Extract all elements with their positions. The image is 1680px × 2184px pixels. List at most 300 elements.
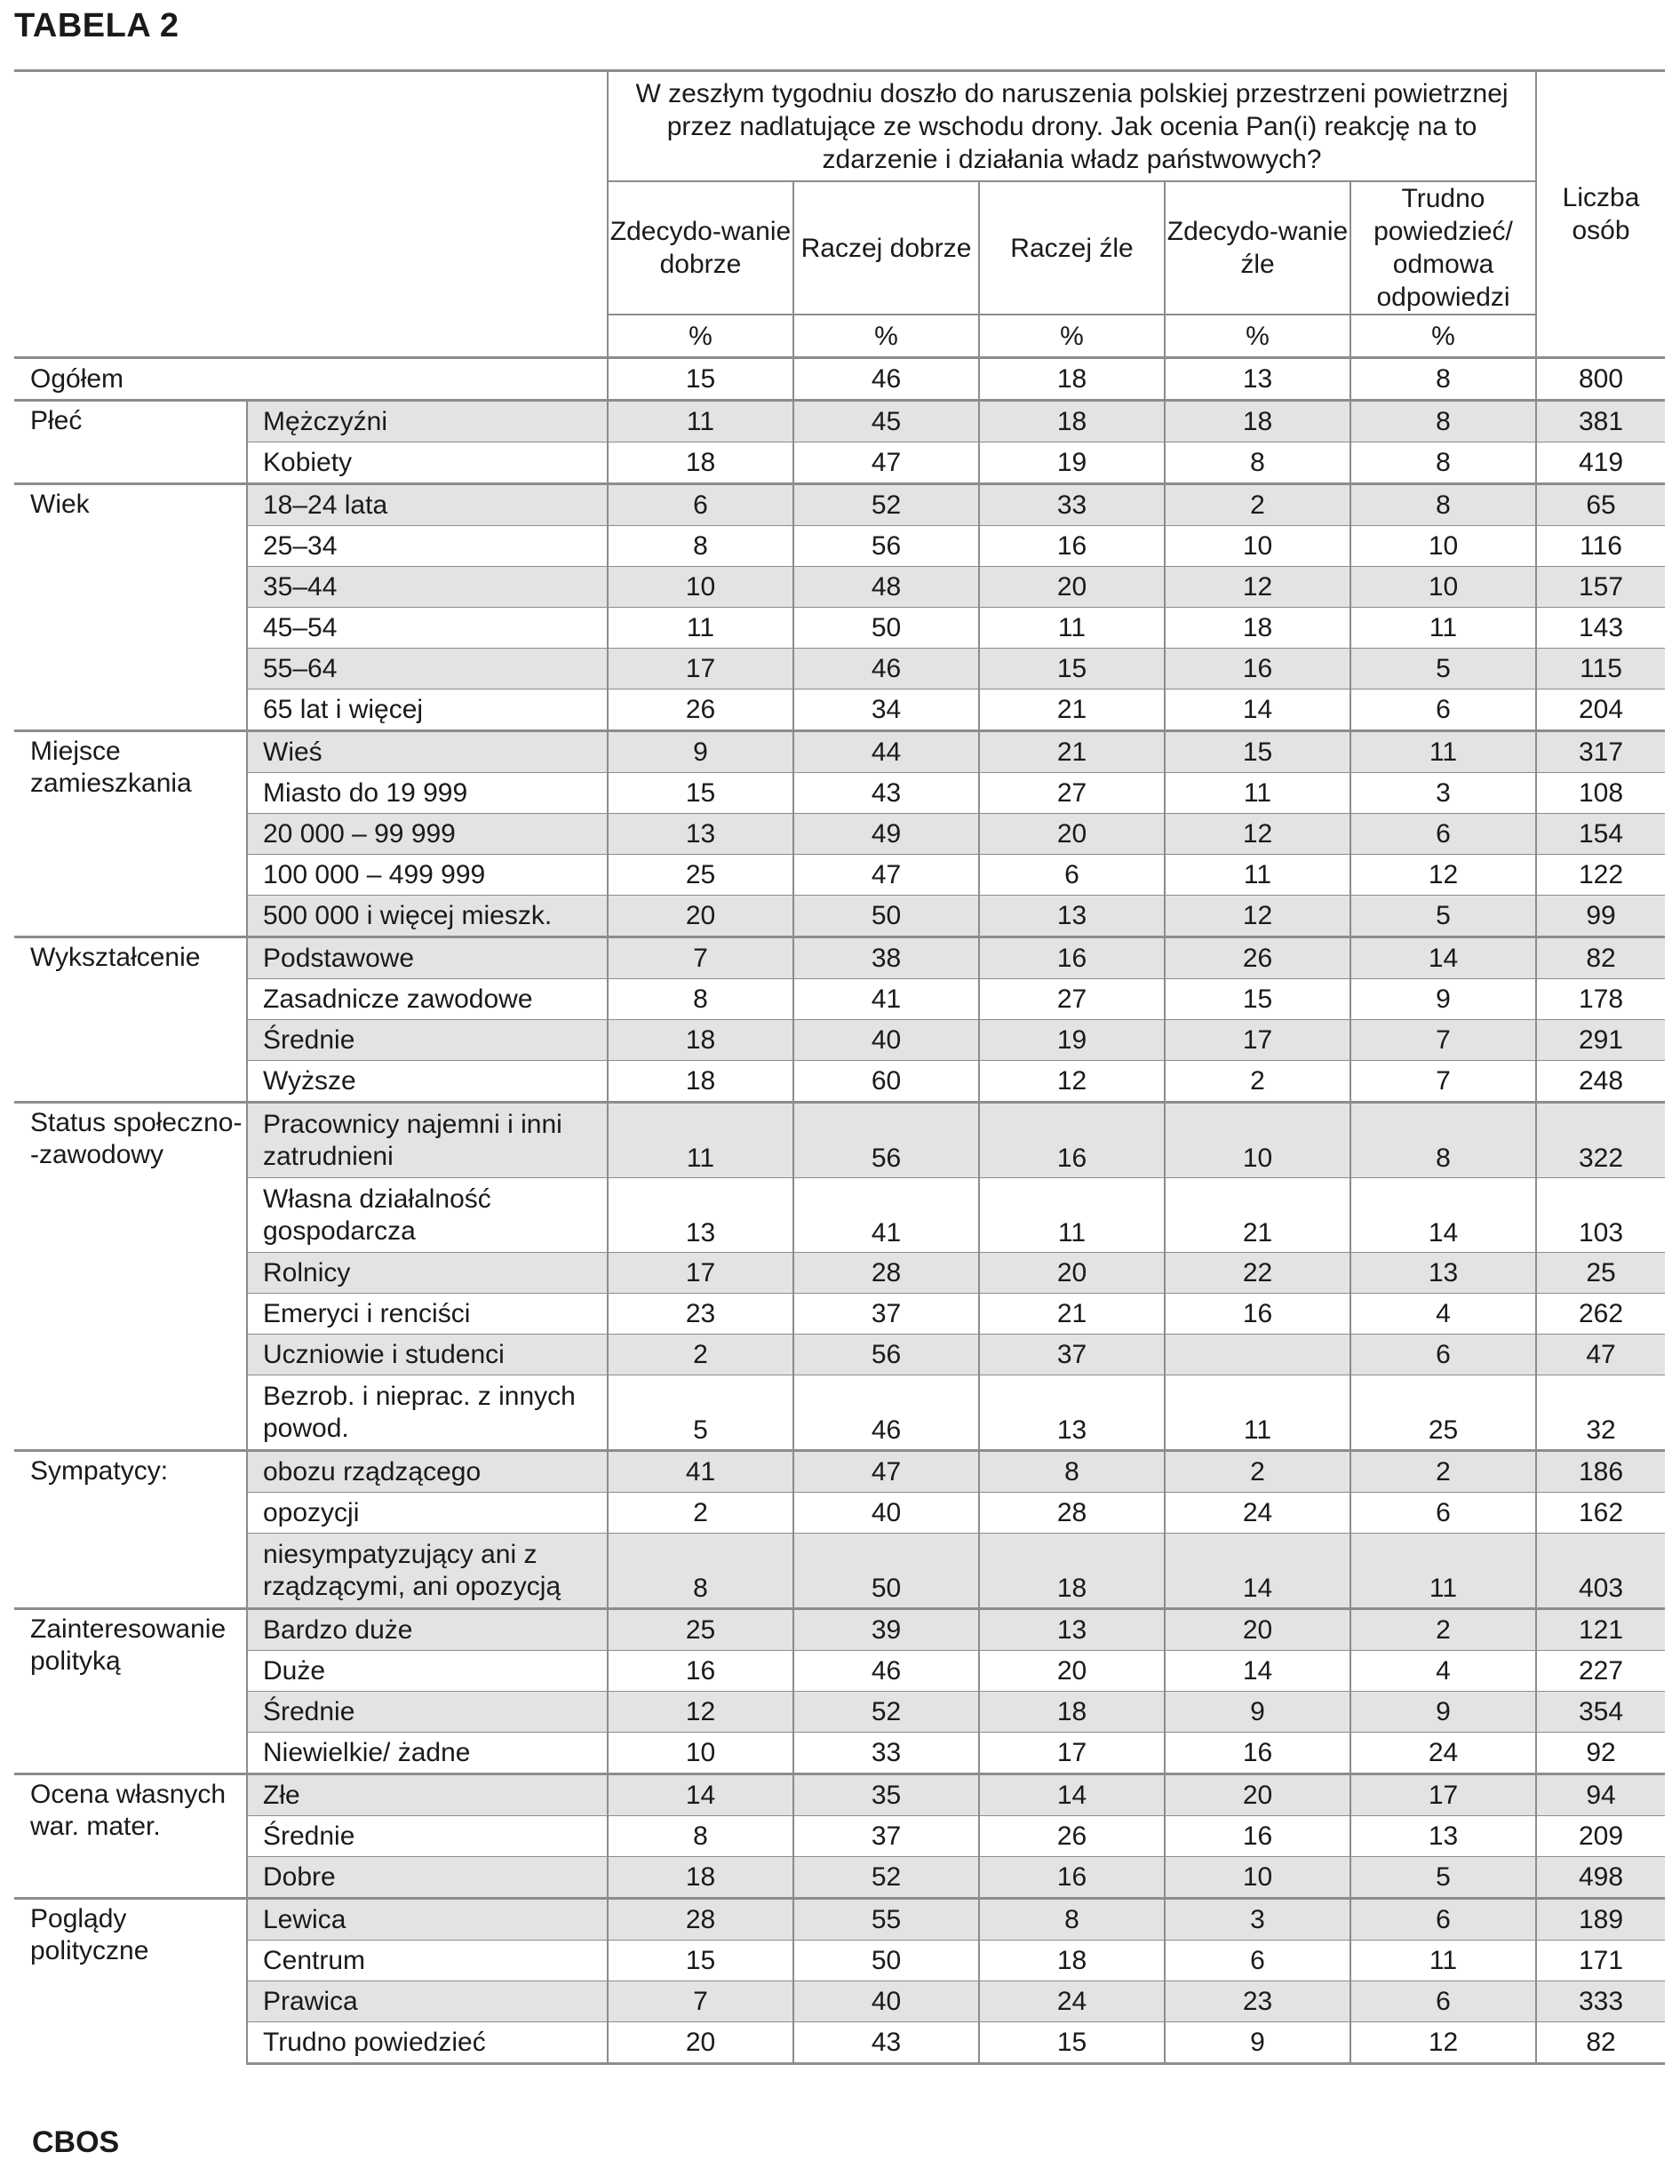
value-cell: 8: [1350, 1103, 1536, 1178]
value-cell: 11: [1350, 608, 1536, 649]
value-cell: 13: [1165, 358, 1350, 401]
value-cell: 21: [979, 731, 1165, 773]
value-cell: 11: [1350, 1941, 1536, 1981]
row-label: Mężczyźni: [247, 401, 608, 442]
count-cell: 209: [1536, 1816, 1665, 1857]
value-cell: 15: [979, 649, 1165, 689]
value-cell: 56: [793, 1335, 979, 1375]
value-cell: 17: [608, 1253, 793, 1294]
value-cell: 13: [1350, 1816, 1536, 1857]
table-row: [14, 855, 1665, 896]
group-label: Płeć: [14, 401, 247, 484]
count-cell: 204: [1536, 689, 1665, 731]
value-cell: 13: [608, 1178, 793, 1253]
value-cell: 25: [608, 855, 793, 896]
value-cell: 11: [1165, 855, 1350, 896]
value-cell: 28: [608, 1899, 793, 1941]
row-label: Własna działalność gospodarcza: [247, 1178, 608, 1253]
table-body: [14, 358, 1665, 2064]
value-cell: 10: [1165, 526, 1350, 567]
value-cell: 7: [608, 1981, 793, 2022]
value-cell: 11: [608, 401, 793, 442]
value-cell: 20: [608, 2022, 793, 2064]
value-cell: 18: [979, 1534, 1165, 1609]
value-cell: 17: [608, 649, 793, 689]
count-cell: 248: [1536, 1061, 1665, 1103]
value-cell: 41: [608, 1451, 793, 1493]
table-row: [14, 1061, 1665, 1103]
row-label: 18–24 lata: [247, 484, 608, 526]
count-cell: 115: [1536, 649, 1665, 689]
value-cell: 6: [1350, 689, 1536, 731]
value-cell: 40: [793, 1981, 979, 2022]
value-cell: 11: [1165, 1375, 1350, 1451]
value-cell: 14: [1165, 689, 1350, 731]
value-cell: 44: [793, 731, 979, 773]
count-cell: 171: [1536, 1941, 1665, 1981]
value-cell: 39: [793, 1609, 979, 1651]
value-cell: 50: [793, 1534, 979, 1609]
row-label: Wyższe: [247, 1061, 608, 1103]
value-cell: 40: [793, 1020, 979, 1061]
table-row: [14, 1375, 1665, 1451]
table-row: [14, 689, 1665, 731]
value-cell: 27: [979, 979, 1165, 1020]
count-cell: 25: [1536, 1253, 1665, 1294]
value-cell: 23: [608, 1294, 793, 1335]
table-row: [14, 731, 1665, 773]
table-row: [14, 896, 1665, 937]
row-label: Emeryci i renciści: [247, 1294, 608, 1335]
count-cell: 116: [1536, 526, 1665, 567]
value-cell: 13: [979, 1609, 1165, 1651]
value-cell: 18: [979, 401, 1165, 442]
value-cell: 10: [1350, 526, 1536, 567]
group-label: Ocena własnych war. mater.: [14, 1774, 247, 1899]
value-cell: 46: [793, 1375, 979, 1451]
value-cell: 41: [793, 979, 979, 1020]
value-cell: 10: [608, 1733, 793, 1774]
row-label: obozu rządzącego: [247, 1451, 608, 1493]
row-label: Bezrob. i nieprac. z innych powod.: [247, 1375, 608, 1451]
value-cell: 16: [1165, 1733, 1350, 1774]
value-cell: 14: [1350, 1178, 1536, 1253]
value-cell: 16: [979, 1857, 1165, 1899]
row-label: Rolnicy: [247, 1253, 608, 1294]
table-row: [14, 1733, 1665, 1774]
value-cell: 11: [1350, 1534, 1536, 1609]
value-cell: 35: [793, 1774, 979, 1816]
value-cell: 2: [1350, 1609, 1536, 1651]
value-cell: 18: [608, 1020, 793, 1061]
col-header: Zdecydo-wanie źle: [1165, 181, 1350, 315]
value-cell: 13: [608, 814, 793, 855]
value-cell: 16: [608, 1651, 793, 1692]
value-cell: 9: [1165, 1692, 1350, 1733]
value-cell: 2: [1350, 1451, 1536, 1493]
value-cell: 15: [1165, 731, 1350, 773]
value-cell: 46: [793, 358, 979, 401]
value-cell: 9: [1350, 979, 1536, 1020]
value-cell: 7: [608, 937, 793, 979]
unit-label: %: [979, 315, 1165, 358]
value-cell: 6: [1350, 1335, 1536, 1375]
value-cell: 50: [793, 1941, 979, 1981]
total-row: [14, 358, 1665, 401]
unit-label: %: [1350, 315, 1536, 358]
value-cell: 11: [979, 608, 1165, 649]
value-cell: 41: [793, 1178, 979, 1253]
value-cell: 11: [608, 608, 793, 649]
table-row: [14, 1534, 1665, 1609]
group-label: Zainteresowanie polityką: [14, 1609, 247, 1774]
value-cell: 4: [1350, 1651, 1536, 1692]
value-cell: 9: [1165, 2022, 1350, 2064]
table-row: [14, 1493, 1665, 1534]
total-label: Ogółem: [14, 358, 608, 401]
unit-label: %: [793, 315, 979, 358]
row-label: 500 000 i więcej mieszk.: [247, 896, 608, 937]
count-header: Liczba osób: [1536, 71, 1665, 358]
count-cell: 162: [1536, 1493, 1665, 1534]
count-cell: 94: [1536, 1774, 1665, 1816]
value-cell: 2: [1165, 484, 1350, 526]
value-cell: 26: [1165, 937, 1350, 979]
value-cell: 15: [608, 358, 793, 401]
value-cell: 14: [979, 1774, 1165, 1816]
count-cell: 121: [1536, 1609, 1665, 1651]
value-cell: 6: [1165, 1941, 1350, 1981]
table-row: [14, 773, 1665, 814]
row-label: Duże: [247, 1651, 608, 1692]
value-cell: 13: [979, 896, 1165, 937]
value-cell: 48: [793, 567, 979, 608]
value-cell: 12: [1350, 855, 1536, 896]
value-cell: 12: [1165, 814, 1350, 855]
row-label: 35–44: [247, 567, 608, 608]
value-cell: 11: [979, 1178, 1165, 1253]
value-cell: 26: [608, 689, 793, 731]
value-cell: 15: [608, 1941, 793, 1981]
row-label: 65 lat i więcej: [247, 689, 608, 731]
value-cell: 37: [979, 1335, 1165, 1375]
value-cell: 8: [1350, 484, 1536, 526]
count-cell: 103: [1536, 1178, 1665, 1253]
count-cell: 333: [1536, 1981, 1665, 2022]
row-label: Średnie: [247, 1020, 608, 1061]
count-cell: 157: [1536, 567, 1665, 608]
value-cell: 12: [1165, 896, 1350, 937]
count-cell: 227: [1536, 1651, 1665, 1692]
value-cell: 14: [1165, 1534, 1350, 1609]
value-cell: 15: [1165, 979, 1350, 1020]
row-label: Zasadnicze zawodowe: [247, 979, 608, 1020]
value-cell: 8: [979, 1899, 1165, 1941]
value-cell: 6: [1350, 1493, 1536, 1534]
count-cell: 122: [1536, 855, 1665, 896]
value-cell: 21: [979, 1294, 1165, 1335]
value-cell: 12: [1350, 2022, 1536, 2064]
value-cell: 16: [1165, 1294, 1350, 1335]
value-cell: 18: [979, 1692, 1165, 1733]
value-cell: 20: [979, 814, 1165, 855]
count-cell: 403: [1536, 1534, 1665, 1609]
count-cell: 419: [1536, 442, 1665, 484]
row-label: niesympatyzujący ani z rządzącymi, ani opozycją: [247, 1534, 608, 1609]
value-cell: 15: [979, 2022, 1165, 2064]
value-cell: 52: [793, 484, 979, 526]
row-label: Trudno powiedzieć: [247, 2022, 608, 2064]
row-label: Centrum: [247, 1941, 608, 1981]
value-cell: 2: [1165, 1451, 1350, 1493]
value-cell: 12: [1165, 567, 1350, 608]
unit-label: %: [608, 315, 793, 358]
table-row: [14, 1774, 1665, 1816]
value-cell: 18: [979, 1941, 1165, 1981]
value-cell: 5: [608, 1375, 793, 1451]
table-row: [14, 1651, 1665, 1692]
count-cell: 262: [1536, 1294, 1665, 1335]
value-cell: 2: [1165, 1061, 1350, 1103]
value-cell: 19: [979, 1020, 1165, 1061]
count-cell: 82: [1536, 937, 1665, 979]
col-header: Raczej źle: [979, 181, 1165, 315]
value-cell: 6: [979, 855, 1165, 896]
value-cell: 50: [793, 608, 979, 649]
value-cell: 38: [793, 937, 979, 979]
value-cell: 25: [608, 1609, 793, 1651]
value-cell: 5: [1350, 649, 1536, 689]
table-row: [14, 1103, 1665, 1178]
col-header: Zdecydo-wanie dobrze: [608, 181, 793, 315]
count-cell: 92: [1536, 1733, 1665, 1774]
value-cell: 45: [793, 401, 979, 442]
count-cell: 99: [1536, 896, 1665, 937]
table-row: [14, 1451, 1665, 1493]
row-label: Średnie: [247, 1692, 608, 1733]
value-cell: 21: [979, 689, 1165, 731]
group-label: Wykształcenie: [14, 937, 247, 1103]
table-row: [14, 1857, 1665, 1899]
value-cell: [1165, 1335, 1350, 1375]
value-cell: 6: [1350, 814, 1536, 855]
value-cell: 6: [608, 484, 793, 526]
value-cell: 47: [793, 855, 979, 896]
table-row: [14, 1816, 1665, 1857]
value-cell: 5: [1350, 896, 1536, 937]
col-header: Trudno powiedzieć/ odmowa odpowiedzi: [1350, 181, 1536, 315]
value-cell: 3: [1165, 1899, 1350, 1941]
value-cell: 8: [1165, 442, 1350, 484]
table-row: [14, 608, 1665, 649]
count-cell: 354: [1536, 1692, 1665, 1733]
value-cell: 2: [608, 1335, 793, 1375]
value-cell: 17: [1165, 1020, 1350, 1061]
row-label: 55–64: [247, 649, 608, 689]
count-cell: 178: [1536, 979, 1665, 1020]
value-cell: 47: [793, 1451, 979, 1493]
value-cell: 56: [793, 1103, 979, 1178]
value-cell: 28: [793, 1253, 979, 1294]
count-cell: 143: [1536, 608, 1665, 649]
value-cell: 16: [979, 1103, 1165, 1178]
row-label: Wieś: [247, 731, 608, 773]
value-cell: 47: [793, 442, 979, 484]
value-cell: 52: [793, 1857, 979, 1899]
table-row: [14, 442, 1665, 484]
group-label: Miejsce zamieszkania: [14, 731, 247, 937]
count-cell: 322: [1536, 1103, 1665, 1178]
count-cell: 32: [1536, 1375, 1665, 1451]
value-cell: 20: [979, 1651, 1165, 1692]
value-cell: 52: [793, 1692, 979, 1733]
value-cell: 13: [979, 1375, 1165, 1451]
count-cell: 108: [1536, 773, 1665, 814]
value-cell: 8: [608, 1534, 793, 1609]
value-cell: 33: [793, 1733, 979, 1774]
value-cell: 4: [1350, 1294, 1536, 1335]
value-cell: 50: [793, 896, 979, 937]
value-cell: 16: [979, 526, 1165, 567]
value-cell: 5: [1350, 1857, 1536, 1899]
value-cell: 18: [608, 442, 793, 484]
row-label: Uczniowie i studenci: [247, 1335, 608, 1375]
table-row: [14, 401, 1665, 442]
value-cell: 18: [608, 1061, 793, 1103]
value-cell: 14: [1350, 937, 1536, 979]
value-cell: 14: [608, 1774, 793, 1816]
value-cell: 18: [608, 1857, 793, 1899]
table-row: [14, 484, 1665, 526]
table-row: [14, 1253, 1665, 1294]
value-cell: 9: [608, 731, 793, 773]
value-cell: 23: [1165, 1981, 1350, 2022]
row-label: opozycji: [247, 1493, 608, 1534]
row-label: Średnie: [247, 1816, 608, 1857]
value-cell: 24: [1350, 1733, 1536, 1774]
value-cell: 24: [979, 1981, 1165, 2022]
group-label: Status społeczno--zawodowy: [14, 1103, 247, 1451]
col-header: Raczej dobrze: [793, 181, 979, 315]
unit-label: %: [1165, 315, 1350, 358]
count-cell: 189: [1536, 1899, 1665, 1941]
value-cell: 24: [1165, 1493, 1350, 1534]
value-cell: 20: [1165, 1774, 1350, 1816]
value-cell: 21: [1165, 1178, 1350, 1253]
count-cell: 381: [1536, 401, 1665, 442]
value-cell: 11: [608, 1103, 793, 1178]
value-cell: 8: [608, 1816, 793, 1857]
value-cell: 11: [1350, 731, 1536, 773]
value-cell: 46: [793, 1651, 979, 1692]
value-cell: 37: [793, 1294, 979, 1335]
value-cell: 20: [608, 896, 793, 937]
table-row: [14, 1335, 1665, 1375]
table-title: TABELA 2: [14, 7, 179, 44]
row-label: Niewielkie/ żadne: [247, 1733, 608, 1774]
value-cell: 8: [979, 1451, 1165, 1493]
row-label: 100 000 – 499 999: [247, 855, 608, 896]
row-label: 20 000 – 99 999: [247, 814, 608, 855]
table-row: [14, 814, 1665, 855]
count-cell: 291: [1536, 1020, 1665, 1061]
value-cell: 17: [1350, 1774, 1536, 1816]
value-cell: 9: [1350, 1692, 1536, 1733]
value-cell: 17: [979, 1733, 1165, 1774]
value-cell: 6: [1350, 1899, 1536, 1941]
row-label: 45–54: [247, 608, 608, 649]
value-cell: 37: [793, 1816, 979, 1857]
row-label: Prawica: [247, 1981, 608, 2022]
count-cell: 82: [1536, 2022, 1665, 2064]
table-row: [14, 649, 1665, 689]
value-cell: 28: [979, 1493, 1165, 1534]
count-cell: 498: [1536, 1857, 1665, 1899]
row-label: Pracownicy najemni i inni zatrudnieni: [247, 1103, 608, 1178]
row-label: Złe: [247, 1774, 608, 1816]
value-cell: 34: [793, 689, 979, 731]
table-row: [14, 1692, 1665, 1733]
value-cell: 19: [979, 442, 1165, 484]
value-cell: 27: [979, 773, 1165, 814]
table-row: [14, 2022, 1665, 2064]
value-cell: 2: [608, 1493, 793, 1534]
value-cell: 6: [1350, 1981, 1536, 2022]
source-logo: CBOS: [32, 2125, 120, 2159]
value-cell: 40: [793, 1493, 979, 1534]
value-cell: 56: [793, 526, 979, 567]
value-cell: 20: [979, 1253, 1165, 1294]
value-cell: 3: [1350, 773, 1536, 814]
value-cell: 8: [1350, 401, 1536, 442]
value-cell: 18: [1165, 401, 1350, 442]
group-label: Poglądy polityczne: [14, 1899, 247, 2064]
count-cell: 186: [1536, 1451, 1665, 1493]
value-cell: 8: [1350, 442, 1536, 484]
row-label: Miasto do 19 999: [247, 773, 608, 814]
value-cell: 7: [1350, 1061, 1536, 1103]
table-row: [14, 1981, 1665, 2022]
value-cell: 55: [793, 1899, 979, 1941]
value-cell: 33: [979, 484, 1165, 526]
value-cell: 10: [608, 567, 793, 608]
table-row: [14, 1609, 1665, 1651]
table-row: [14, 1020, 1665, 1061]
count-cell: 65: [1536, 484, 1665, 526]
value-cell: 15: [608, 773, 793, 814]
value-cell: 7: [1350, 1020, 1536, 1061]
question-header: W zeszłym tygodniu doszło do naruszenia polskiej przestrzeni powietrznej przez nadlatujące ze wschodu drony. Jak ocenia Pan(i) reakcję na to zdarzenie i działania władz państwowych?: [608, 71, 1536, 182]
value-cell: 11: [1165, 773, 1350, 814]
value-cell: 16: [1165, 1816, 1350, 1857]
row-label: Lewica: [247, 1899, 608, 1941]
value-cell: 10: [1165, 1857, 1350, 1899]
value-cell: 20: [979, 567, 1165, 608]
value-cell: 46: [793, 649, 979, 689]
table-row: [14, 937, 1665, 979]
table-row: [14, 1899, 1665, 1941]
value-cell: 26: [979, 1816, 1165, 1857]
count-cell: 800: [1536, 358, 1665, 401]
value-cell: 8: [608, 979, 793, 1020]
table-row: [14, 1178, 1665, 1253]
row-label: Dobre: [247, 1857, 608, 1899]
row-label: Bardzo duże: [247, 1609, 608, 1651]
value-cell: 25: [1350, 1375, 1536, 1451]
value-cell: 8: [1350, 358, 1536, 401]
row-label: Kobiety: [247, 442, 608, 484]
header-blank: [14, 71, 608, 358]
